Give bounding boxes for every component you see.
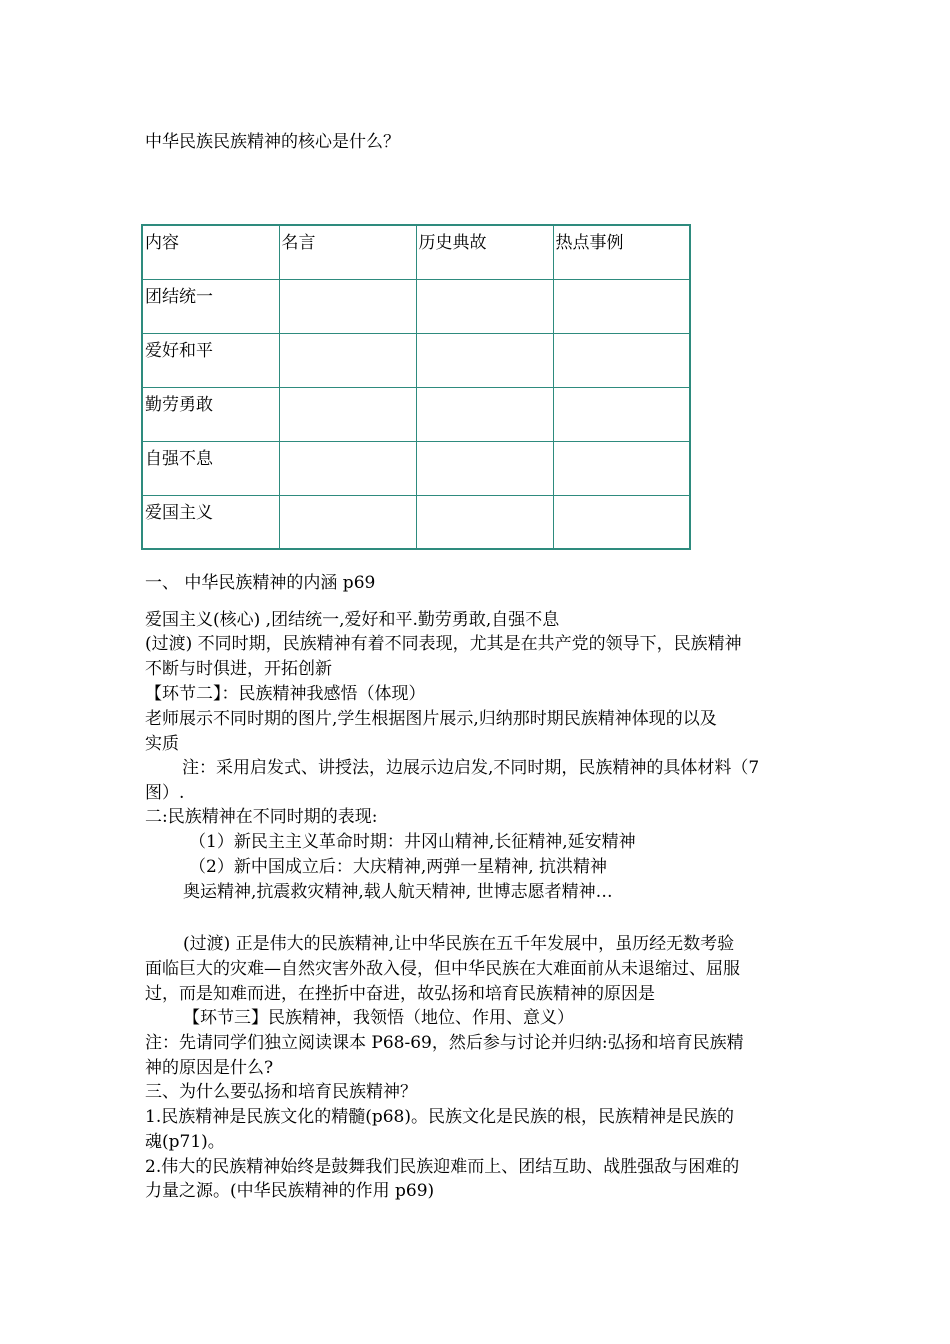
table-row: [142, 279, 690, 333]
table-cell: [553, 333, 690, 387]
text-line: 爱国主义(核心) ,团结统一,爱好和平.勤劳勇敢,自强不息: [145, 610, 560, 630]
section-heading-2: 二:民族精神在不同时期的表现:: [145, 807, 378, 827]
section-heading-3: 三、为什么要弘扬和培育民族精神？: [145, 1082, 417, 1102]
spirit-table: [141, 224, 691, 550]
table-header-cell: 历史典故: [416, 225, 553, 279]
text-line: 注：先请同学们独立阅读课本 P68-69，然后参与讨论并归纳:弘扬和培育民族精: [145, 1033, 744, 1053]
table-cell: [416, 495, 553, 549]
table-cell: [416, 387, 553, 441]
table-cell: 爱好和平: [142, 333, 279, 387]
list-item: （1）新民主主义革命时期：井冈山精神,长征精神,延安精神: [189, 832, 636, 852]
section-heading-1: 一、 中华民族精神的内涵 p69: [145, 573, 376, 593]
note-line: 注：采用启发式、讲授法，边展示边启发,不同时期，民族精神的具体材料（7: [182, 758, 760, 778]
table-cell: [553, 387, 690, 441]
table-header-cell: 热点事例: [553, 225, 690, 279]
table-cell: 勤劳勇敢: [142, 387, 279, 441]
table-cell: [279, 387, 416, 441]
segment-heading-2: 【环节二】：民族精神我感悟（体现）: [145, 684, 426, 704]
table-cell: [279, 495, 416, 549]
table-cell: [279, 279, 416, 333]
table-cell: [416, 279, 553, 333]
table-cell: 团结统一: [142, 279, 279, 333]
table-header-cell: 内容: [142, 225, 279, 279]
text-line: 奥运精神,抗震救灾精神,载人航天精神, 世博志愿者精神…: [183, 882, 613, 902]
text-line: (过渡) 正是伟大的民族精神,让中华民族在五千年发展中，虽历经无数考验: [183, 934, 735, 954]
table-cell: 自强不息: [142, 441, 279, 495]
text-line: 2.伟大的民族精神始终是鼓舞我们民族迎难而上、团结互助、战胜强敌与困难的: [145, 1157, 740, 1177]
table-row: [142, 333, 690, 387]
text-line: 不断与时俱进，开拓创新: [145, 659, 332, 679]
text-line: 1.民族精神是民族文化的精髓(p68)。民族文化是民族的根，民族精神是民族的: [145, 1107, 734, 1127]
text-line: 面临巨大的灾难—自然灾害外敌入侵，但中华民族在大难面前从未退缩过、屈服: [145, 959, 740, 979]
table-cell: [553, 441, 690, 495]
table-row: [142, 387, 690, 441]
table-header-row: [142, 225, 690, 279]
list-item: （2）新中国成立后：大庆精神,两弹一星精神, 抗洪精神: [189, 857, 608, 877]
table-row: [142, 495, 690, 549]
text-line: 力量之源。(中华民族精神的作用 p69): [145, 1181, 435, 1201]
segment-heading-3: 【环节三】民族精神，我领悟（地位、作用、意义）: [183, 1008, 574, 1028]
page-question: 中华民族民族精神的核心是什么？: [145, 132, 400, 152]
table-cell: [416, 333, 553, 387]
text-line: 神的原因是什么?: [145, 1058, 274, 1078]
text-line: (过渡) 不同时期，民族精神有着不同表现，尤其是在共产党的领导下，民族精神: [145, 634, 742, 654]
table-header-cell: 名言: [279, 225, 416, 279]
text-line: 图）.: [145, 783, 185, 803]
table-cell: [553, 279, 690, 333]
text-line: 老师展示不同时期的图片,学生根据图片展示,归纳那时期民族精神体现的以及: [145, 709, 717, 729]
text-line: 过，而是知难而进，在挫折中奋进，故弘扬和培育民族精神的原因是: [145, 984, 655, 1004]
text-line: 魂(p71)。: [145, 1132, 225, 1152]
text-line: 实质: [145, 734, 179, 754]
table-cell: [553, 495, 690, 549]
table-cell: [279, 441, 416, 495]
table-cell: [279, 333, 416, 387]
table-cell: [416, 441, 553, 495]
table-cell: 爱国主义: [142, 495, 279, 549]
table-row: [142, 441, 690, 495]
